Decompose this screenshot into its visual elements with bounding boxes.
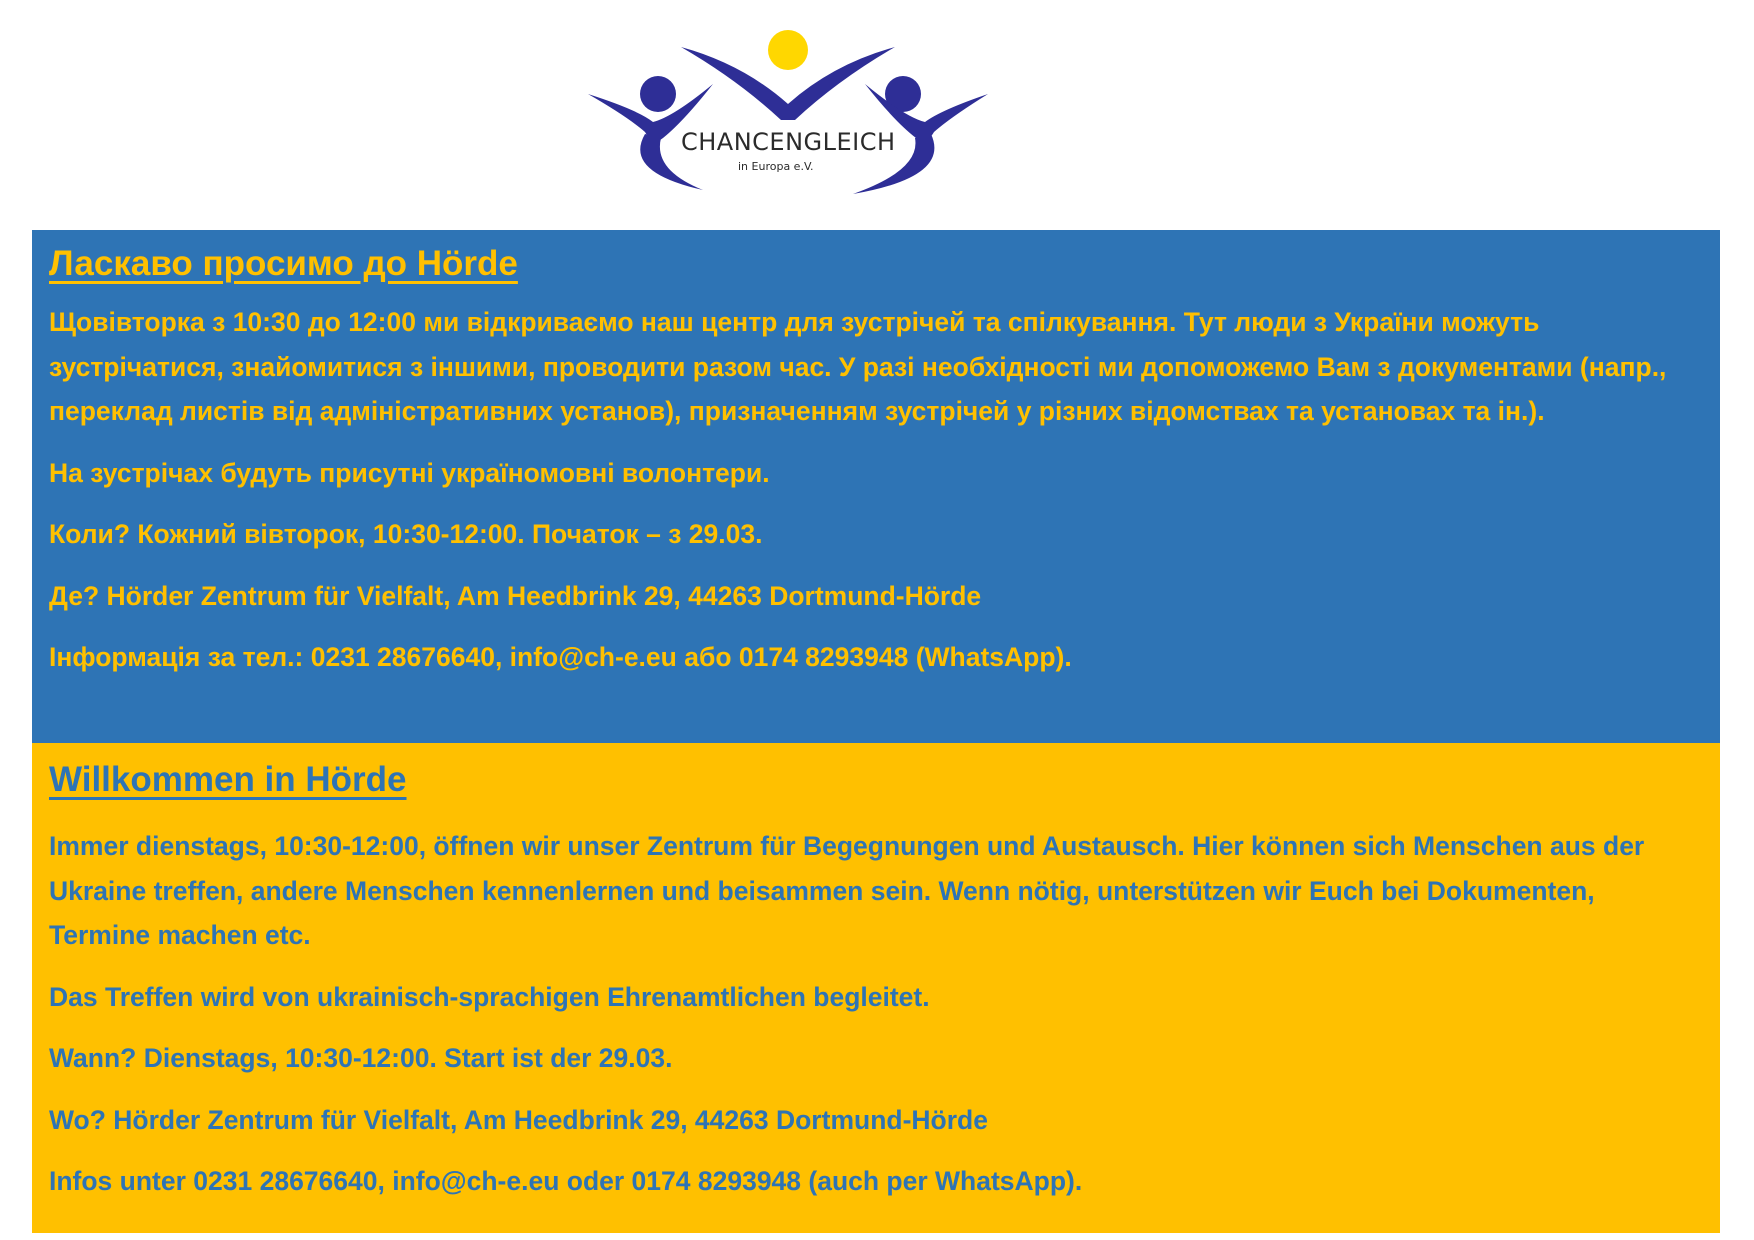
ukrainian-title: Ласкаво просимо до Hörde [49, 244, 518, 283]
organization-logo [583, 22, 995, 198]
ukrainian-contact-paragraph: Інформація за тел.: 0231 28676640, info@ch-e.eu або 0174 8293948 (WhatsApp). [49, 642, 1072, 672]
german-intro-paragraph: Immer dienstags, 10:30-12:00, öffnen wir unser Zentrum für Begegnungen und Austausch. Hier können sich Menschen aus der Ukraine treffen, andere Menschen kennenlernen und beisammen sein. Wenn nötig, unterstützen wir Euch bei Dokumenten, Termine machen etc. [49, 831, 1645, 950]
ukrainian-where-paragraph: Де? Hörder Zentrum für Vielfalt, Am Heedbrink 29, 44263 Dortmund-Hörde [49, 580, 982, 611]
logo-name: CHANCENGLEICH [681, 128, 896, 156]
german-contact-paragraph: Infos unter 0231 28676640, info@ch-e.eu oder 0174 8293948 (auch per WhatsApp). [49, 1166, 1083, 1196]
german-title: Willkommen in Hörde [49, 760, 407, 799]
ukrainian-section [32, 230, 1720, 743]
ukrainian-volunteers-paragraph: На зустрічах будуть присутні україномовні волонтери. [49, 457, 770, 488]
german-section [32, 743, 1720, 1233]
german-where-paragraph: Wo? Hörder Zentrum für Vielfalt, Am Heedbrink 29, 44263 Dortmund-Hörde [49, 1104, 988, 1135]
german-when-paragraph: Wann? Dienstags, 10:30-12:00. Start ist der 29.03. [49, 1043, 673, 1073]
logo-subtitle: in Europa e.V. [738, 160, 814, 173]
logo-left-head-icon [640, 76, 676, 112]
ukrainian-intro-paragraph: Щовівторка з 10:30 до 12:00 ми відкриваємо наш центр для зустрічей та спілкування. Тут люди з України можуть зустрічатися, знайомитися з іншими, проводити разом час. У разі необхідності ми допоможемо Вам з документами (напр., переклад листів від адміністративних установ), призначенням зустрічей у різних відомствах та установах та ін.). [49, 307, 1667, 426]
german-volunteers-paragraph: Das Treffen wird von ukrainisch-sprachigen Ehrenamtlichen begleitet. [49, 981, 930, 1012]
logo-sun-icon [768, 30, 808, 70]
ukrainian-when-paragraph: Коли? Кожний вівторок, 10:30-12:00. Початок – з 29.03. [49, 519, 763, 549]
